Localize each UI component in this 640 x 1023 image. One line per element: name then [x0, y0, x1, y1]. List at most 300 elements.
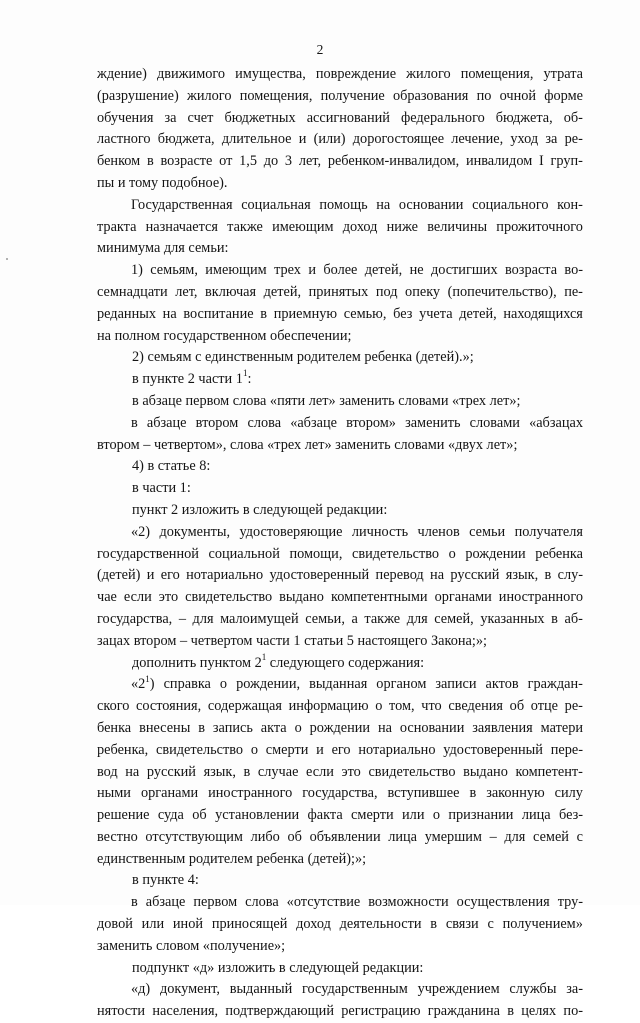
word: отце [530, 698, 558, 715]
text-line [97, 151, 583, 173]
word: выдано [463, 763, 508, 780]
word: образования [392, 87, 469, 104]
word: о [250, 741, 258, 758]
word: обучения [97, 109, 154, 126]
word: гражданина [427, 1003, 500, 1020]
word: если [306, 763, 334, 780]
word: семнадцати [97, 283, 168, 300]
text-line: единственным родителем ребенка (детей);»; [97, 850, 367, 867]
text-line [97, 740, 583, 762]
word: за- [566, 981, 583, 998]
word: и [316, 741, 324, 758]
superscript: 1 [145, 674, 150, 684]
word: смерти [265, 741, 309, 758]
text-line: втором – четвертом», слова «трех лет» заменить словами «двух лет»; [97, 436, 518, 453]
word: сведения [448, 698, 503, 715]
word: на [430, 567, 445, 584]
word: на [376, 196, 391, 213]
word: личность [351, 523, 409, 540]
word: возможности [368, 894, 449, 911]
word: принятых [308, 283, 369, 300]
word: и [298, 131, 307, 148]
word: силу [554, 785, 583, 802]
word: объявлении [309, 828, 381, 845]
word: ского [97, 698, 130, 715]
word: нотариально [358, 741, 436, 758]
word: – [489, 828, 497, 845]
superscript: 1 [242, 369, 248, 379]
word: бенка [97, 719, 132, 736]
word: помещения, [460, 66, 534, 82]
word: о [375, 698, 383, 715]
word: 1,5 [239, 153, 257, 170]
word: язык, [505, 567, 539, 584]
text-line [97, 718, 583, 740]
word: семьи, [305, 610, 345, 627]
word: органами [434, 589, 492, 606]
word: запись [212, 719, 253, 736]
word: абзаце [145, 894, 186, 911]
word: актов [485, 676, 519, 693]
word: тракта [97, 218, 137, 235]
word: внесены [139, 719, 191, 736]
word: ластного [97, 131, 151, 148]
word: состояния, [136, 698, 202, 715]
word: заменить [405, 414, 461, 431]
page-number: 2 [316, 42, 324, 57]
text-line [97, 783, 583, 805]
word: по- [563, 1003, 583, 1020]
word: законную [486, 785, 545, 802]
word: семьи [469, 523, 506, 540]
word: довой [97, 916, 133, 933]
text-line [97, 413, 583, 435]
word: первом [193, 894, 238, 911]
word: уход [510, 131, 539, 148]
word: целях [521, 1003, 557, 1020]
word: умершим [424, 828, 482, 845]
word: для [406, 610, 428, 627]
text-line [97, 674, 583, 696]
word: также [364, 610, 401, 627]
word: выдано [279, 589, 324, 606]
word: удостоверенный [269, 567, 370, 584]
text-line [97, 282, 583, 304]
word: слова [245, 894, 279, 911]
text-line [97, 64, 583, 86]
word: иностранного [498, 589, 583, 606]
text-line [97, 653, 583, 675]
word: установлении [215, 807, 300, 824]
word: на [125, 763, 140, 780]
word: для [504, 828, 526, 845]
word: дорогостоящее [352, 131, 445, 148]
word: это [158, 589, 179, 606]
word: семей [533, 828, 569, 845]
word: возраста [505, 262, 558, 279]
word: на [377, 719, 392, 736]
word: «2) [131, 523, 151, 540]
word: перевод [375, 567, 424, 584]
word: лечение, [451, 131, 504, 148]
word: малоимущей [220, 610, 299, 627]
word: членов [417, 523, 460, 540]
text-line: заменить словом «получение»; [97, 937, 286, 954]
word: ными [97, 785, 131, 802]
text-line [97, 129, 583, 151]
word: смерти [351, 807, 394, 824]
word: свидетельство [156, 741, 244, 758]
word: повреждение [315, 66, 397, 82]
word: (разрушение) [97, 87, 179, 104]
text-line [97, 827, 583, 849]
word: в [131, 414, 138, 431]
word: иностранного [208, 785, 293, 802]
word: в [469, 785, 477, 802]
word: об [509, 698, 525, 715]
word: суда [157, 807, 184, 824]
word: приносящей [211, 916, 288, 933]
word: регистрацию [341, 1003, 421, 1020]
word: на [162, 305, 177, 322]
word: семьям, [150, 262, 198, 279]
text-line [97, 805, 583, 827]
word: форме [544, 87, 583, 104]
word: его [331, 741, 351, 758]
word: компетент- [515, 763, 583, 780]
word: втором» [346, 414, 396, 431]
word: от [219, 153, 233, 170]
word: 3 [284, 153, 293, 170]
word: доход [342, 218, 378, 235]
word: в [198, 719, 205, 736]
word: указанных [480, 610, 545, 627]
word: «$2^1$) [131, 674, 155, 693]
word: приемную [273, 305, 338, 322]
word: федерального [400, 109, 485, 126]
word: очной [499, 87, 537, 104]
text-line [97, 108, 583, 130]
word: учета [419, 305, 453, 322]
word: без- [558, 807, 583, 824]
word: выданная [309, 676, 368, 693]
word: рождении, [236, 676, 301, 693]
text-line [97, 260, 583, 282]
word: иной [172, 916, 204, 933]
word: в [544, 567, 552, 584]
word: с [487, 916, 494, 933]
word: в [243, 763, 251, 780]
word: ребенком-инвалидом, [327, 153, 460, 170]
word: пе- [564, 283, 583, 300]
word: опеку [405, 283, 441, 300]
word: доход [296, 916, 331, 933]
word: «абзаце [290, 414, 337, 431]
word: рождении [465, 545, 526, 562]
word: за [164, 109, 177, 126]
word: имущества, [235, 66, 306, 82]
word: нотариально [186, 567, 264, 584]
text-line: на полном государственном обеспечении; [97, 327, 352, 344]
word: государственной [97, 545, 199, 562]
word: величины [427, 218, 488, 235]
word: граждан- [527, 676, 583, 693]
text-line [97, 979, 583, 1001]
word: осуществления [456, 894, 550, 911]
word: о [432, 807, 440, 824]
word: русский [146, 763, 196, 780]
word: язык, [203, 763, 236, 780]
word: ре- [564, 698, 583, 715]
word: получателя [514, 523, 583, 540]
word: 1) [131, 262, 143, 279]
word: помещения, [239, 87, 313, 104]
word: счет [187, 109, 214, 126]
word: «д) [131, 981, 151, 998]
text-line [97, 195, 583, 217]
word: прожиточного [496, 218, 583, 235]
text-line: 4) в статье 8: [132, 458, 211, 475]
word: втором [195, 414, 239, 431]
superscript: 1 [261, 652, 267, 662]
text-line [97, 762, 583, 784]
word: помощь [319, 196, 368, 213]
text-line [97, 696, 583, 718]
word: до [263, 153, 279, 170]
word: учреждением [417, 981, 500, 998]
word: достигших [430, 262, 498, 279]
text-line: в абзаце первом слова «пяти лет» заменить словами «трех лет»; [132, 392, 521, 409]
text-line: 2) семьям с единственным родителем ребенка (детей).»; [132, 349, 474, 366]
word: бюджета, [495, 109, 553, 126]
word: об- [563, 109, 583, 126]
word: признании [448, 807, 514, 824]
line-text-continued: следующего содержания: [266, 654, 425, 671]
word: семью, [343, 305, 387, 322]
text-line [97, 1001, 583, 1023]
word: – [178, 610, 186, 627]
word: бюджетных [224, 109, 296, 126]
text-line: пы и тому подобное). [97, 174, 228, 191]
text-line [97, 522, 583, 544]
word: информацию [288, 698, 369, 715]
word: если [123, 589, 152, 606]
word: более [323, 262, 358, 279]
word: либо [250, 828, 280, 845]
word: что [421, 698, 442, 715]
word: за [545, 131, 558, 148]
text-line [97, 609, 583, 631]
word: социальная [241, 196, 311, 213]
word: том, [389, 698, 415, 715]
word: детей, [459, 305, 497, 322]
word: об [192, 807, 207, 824]
word: ребенка, [97, 741, 149, 758]
word: в [131, 894, 138, 911]
word: словами [469, 414, 520, 431]
word: документы, [159, 523, 231, 540]
word: а [351, 610, 358, 627]
word: бюджета, [157, 131, 215, 148]
text-line [97, 544, 583, 566]
word: ребенка [535, 545, 583, 562]
word: «абзацах [529, 414, 583, 431]
word: русский [450, 567, 500, 584]
word: реданных [97, 305, 156, 322]
word: о [448, 545, 456, 562]
text-line: пункт 2 изложить в следующей редакции: [132, 501, 388, 518]
word: помощи, [289, 545, 343, 562]
word: заявления [472, 719, 533, 736]
word: и [308, 262, 316, 279]
word: отсутствующим [145, 828, 243, 845]
word: службы [509, 981, 557, 998]
word: лица [521, 807, 551, 824]
word: (или) [313, 131, 346, 148]
word: слова [247, 414, 282, 431]
word: социальной [208, 545, 280, 562]
word: имеющим [205, 262, 267, 279]
word: его [160, 567, 180, 584]
word: основании [399, 719, 465, 736]
word: утрата [543, 66, 583, 82]
word: воспитание [183, 305, 254, 322]
word: не [409, 262, 424, 279]
word: имеющим [272, 218, 334, 235]
word: содержащая [207, 698, 282, 715]
word: лет, [298, 153, 322, 170]
word: под [375, 283, 398, 300]
word: населения, [152, 1003, 219, 1020]
word: трех [274, 262, 301, 279]
word: лица [388, 828, 418, 845]
word: в [551, 610, 558, 627]
word: органами [140, 785, 199, 802]
word: компетентными [330, 589, 428, 606]
word: свидетельство [351, 545, 439, 562]
word: для [192, 610, 214, 627]
word: (детей) [97, 567, 141, 584]
word: пере- [550, 741, 583, 758]
word: груп- [550, 153, 583, 170]
word: удостоверяющие [239, 523, 343, 540]
text-line [97, 86, 583, 108]
word: аб- [564, 610, 583, 627]
word: возрасте [160, 153, 213, 170]
word: социального [472, 196, 549, 213]
word: ниже [386, 218, 418, 235]
word: семей, [434, 610, 474, 627]
word: кон- [557, 196, 583, 213]
word: свидетельство [185, 589, 273, 606]
word: включая [205, 283, 257, 300]
word: чае [97, 589, 117, 606]
word: жилого [187, 87, 232, 104]
text-line [97, 304, 583, 326]
word: факта [307, 807, 343, 824]
word: рождении [309, 719, 371, 736]
word: (попечительство), [447, 283, 557, 300]
word: об [287, 828, 302, 845]
word: государства, [302, 785, 378, 802]
word: матери [540, 719, 583, 736]
word: находящихся [503, 305, 583, 322]
text-line: в части 1: [132, 480, 191, 497]
word: государства, [97, 610, 173, 627]
word: о [219, 676, 228, 693]
word: «отсутствие [286, 894, 361, 911]
word: бенком [97, 153, 141, 170]
text-line: подпункт «д» изложить в следующей редакции: [132, 959, 424, 976]
word: вод [97, 763, 118, 780]
text-line: зацах втором – четвертом части 1 статьи 5 настоящего Закона;»; [97, 632, 487, 649]
word: в [146, 153, 154, 170]
word: и [146, 567, 155, 584]
word: движимого [157, 66, 226, 82]
word: это [341, 763, 361, 780]
line-text: «2 [131, 676, 146, 693]
word: решение [97, 807, 150, 824]
word: ассигнований [306, 109, 390, 126]
margin-speck [6, 258, 8, 260]
word: документ, [159, 981, 220, 998]
word: подтверждающий [225, 1003, 334, 1020]
word: акта [260, 719, 287, 736]
word: жилого [406, 66, 451, 82]
word: свидетельство [368, 763, 456, 780]
word: записи [435, 676, 477, 693]
word: инвалидом [465, 153, 533, 170]
line-text: дополнить пунктом 2 [132, 654, 262, 671]
word: детей, [364, 262, 403, 279]
word: по [476, 87, 492, 104]
word: I [539, 153, 544, 170]
word: о [294, 719, 302, 736]
word: основании [398, 196, 464, 213]
word: без [393, 305, 413, 322]
word: вестно [97, 828, 138, 845]
word: органом [376, 676, 427, 693]
text-line [97, 565, 583, 587]
text-line [97, 892, 583, 914]
word: длительное [221, 131, 292, 148]
word: ре- [564, 131, 583, 148]
word: в [507, 1003, 514, 1020]
word: нятости [97, 1003, 146, 1020]
word: вступившее [387, 785, 460, 802]
word: деятельности [339, 916, 422, 933]
text-line [97, 217, 583, 239]
text-line [97, 369, 583, 391]
word: государственным [302, 981, 408, 998]
word: или [402, 807, 425, 824]
word: в [260, 305, 268, 322]
word: также [227, 218, 263, 235]
word: во- [564, 262, 583, 279]
word: случае [257, 763, 299, 780]
word: в [430, 916, 438, 933]
text-line [97, 914, 583, 936]
word: тру- [557, 894, 583, 911]
word: справка [163, 676, 211, 693]
word: детей, [263, 283, 302, 300]
word: слу- [557, 567, 583, 584]
word: лет, [175, 283, 198, 300]
word: получение [320, 87, 385, 104]
line-text: в пункте 2 части 1 [132, 371, 243, 388]
text-line: минимума для семьи: [97, 240, 229, 257]
word: назначается [145, 218, 218, 235]
